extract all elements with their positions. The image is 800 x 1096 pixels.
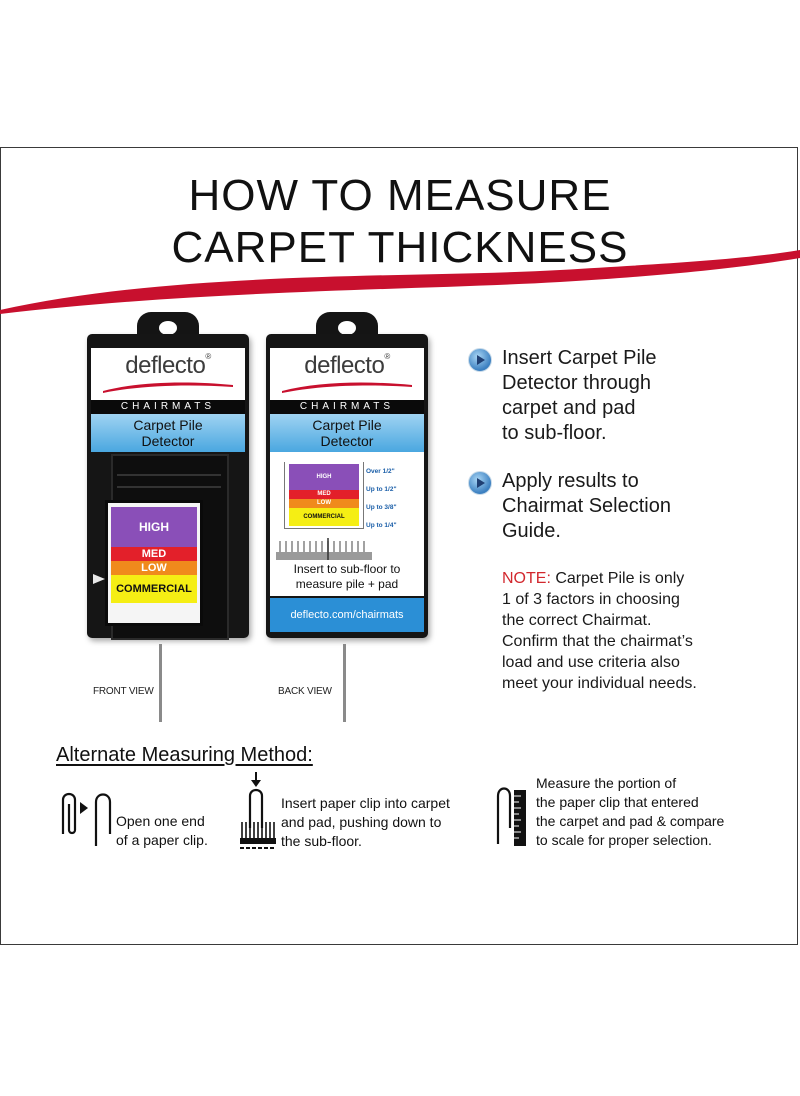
instruction-step-1 <box>502 346 657 446</box>
probe-needle <box>159 644 162 722</box>
title-line-1: HOW TO MEASURE <box>188 171 612 220</box>
play-bullet-icon <box>468 471 492 495</box>
mini-band-low: LOW <box>289 499 359 508</box>
note-line: 1 of 3 factors in choosing <box>502 591 680 608</box>
brand-name: deflecto <box>304 352 385 379</box>
track-groove <box>117 474 221 476</box>
website-url: deflecto.com/chairmats <box>270 598 424 632</box>
alt-step2-line: and pad, pushing down to <box>281 814 442 830</box>
alt-step3-line: the paper clip that entered <box>536 794 699 810</box>
band-med: MED <box>111 547 197 561</box>
back-view-detector <box>266 312 428 732</box>
red-swoosh <box>0 250 800 320</box>
carpet-illustration <box>276 538 372 560</box>
mini-band-high: HIGH <box>289 464 359 490</box>
alternate-step-3 <box>536 774 724 850</box>
note-label: NOTE: <box>502 570 551 587</box>
brand-logo <box>270 352 424 380</box>
alternate-method-heading: Alternate Measuring Method: <box>56 744 313 766</box>
note-line: load and use criteria also <box>502 654 680 671</box>
band-commercial: COMMERCIAL <box>111 575 197 603</box>
detector-name-line-1: Carpet Pile <box>312 417 382 433</box>
alt-step2-line: the sub-floor. <box>281 833 362 849</box>
detector-name-line-2: Detector <box>320 433 374 449</box>
range-label: Up to 3/8" <box>366 504 397 511</box>
back-info-panel <box>270 452 424 596</box>
play-bullet-icon <box>468 348 492 372</box>
instruction-step-2 <box>502 469 671 544</box>
alt-step3-line: to scale for proper selection. <box>536 832 712 848</box>
alt-step1-line: of a paper clip. <box>116 832 208 848</box>
note-line: the correct Chairmat. <box>502 612 652 629</box>
alt-step3-line: Measure the portion of <box>536 775 677 791</box>
mini-band-commercial: COMMERCIAL <box>289 508 359 526</box>
range-label: Over 1/2" <box>366 468 395 475</box>
probe-needle <box>343 644 346 722</box>
note-text: Carpet Pile is only <box>550 570 685 587</box>
step2-line: Chairmat Selection <box>502 495 671 517</box>
alt-step1-line: Open one end <box>116 813 205 829</box>
detector-name <box>91 414 245 452</box>
chairmats-label: CHAIRMATS <box>270 400 424 414</box>
insert-instruction <box>270 562 424 592</box>
logo-area <box>91 348 245 400</box>
note-line: Confirm that the chairmat’s <box>502 633 693 650</box>
detector-name-line-1: Carpet Pile <box>133 417 203 433</box>
brand-name: deflecto <box>125 352 206 379</box>
title-line-2: CARPET THICKNESS <box>171 223 629 272</box>
alternate-step-2 <box>281 794 450 851</box>
step1-line: carpet and pad <box>502 397 636 419</box>
brand-logo <box>91 352 245 380</box>
pointer-arrow <box>93 574 105 584</box>
logo-swoosh <box>101 379 235 393</box>
hang-hole <box>338 321 356 335</box>
back-view-label: BACK VIEW <box>278 686 332 697</box>
note-line: meet your individual needs. <box>502 675 697 692</box>
logo-area <box>270 348 424 400</box>
selection-note <box>502 568 792 694</box>
band-low: LOW <box>111 561 197 575</box>
range-label: Up to 1/4" <box>366 522 397 529</box>
mini-band-med: MED <box>289 490 359 499</box>
insert-line-2: measure pile + pad <box>295 577 399 591</box>
front-view-detector <box>87 312 249 732</box>
chairmats-label: CHAIRMATS <box>91 400 245 414</box>
note-line-1 <box>502 568 792 589</box>
indicator-slider <box>105 500 203 626</box>
step2-line: Guide. <box>502 520 561 542</box>
registered-mark: ® <box>205 352 211 361</box>
range-label: Up to 1/2" <box>366 486 397 493</box>
alt-step3-line: the carpet and pad & compare <box>536 813 725 829</box>
step1-line: Detector through <box>502 372 651 394</box>
clip-in-carpet-icon <box>238 772 278 850</box>
detector-name-line-2: Detector <box>141 433 195 449</box>
logo-swoosh <box>280 379 414 393</box>
step1-line: Insert Carpet Pile <box>502 347 657 369</box>
insert-line-1: Insert to sub-floor to <box>293 562 401 576</box>
hang-hole <box>159 321 177 335</box>
track-groove <box>117 486 221 488</box>
clip-ruler-icon <box>494 784 530 854</box>
step1-line: to sub-floor. <box>502 422 607 444</box>
paper-clip-icon <box>54 788 114 850</box>
mini-scale-diagram <box>284 462 364 529</box>
alt-step2-line: Insert paper clip into carpet <box>281 795 450 811</box>
front-view-label: FRONT VIEW <box>93 686 154 697</box>
step2-line: Apply results to <box>502 470 639 492</box>
alternate-step-1 <box>116 812 208 850</box>
band-high: HIGH <box>111 507 197 547</box>
detector-name <box>270 414 424 452</box>
registered-mark: ® <box>384 352 390 361</box>
